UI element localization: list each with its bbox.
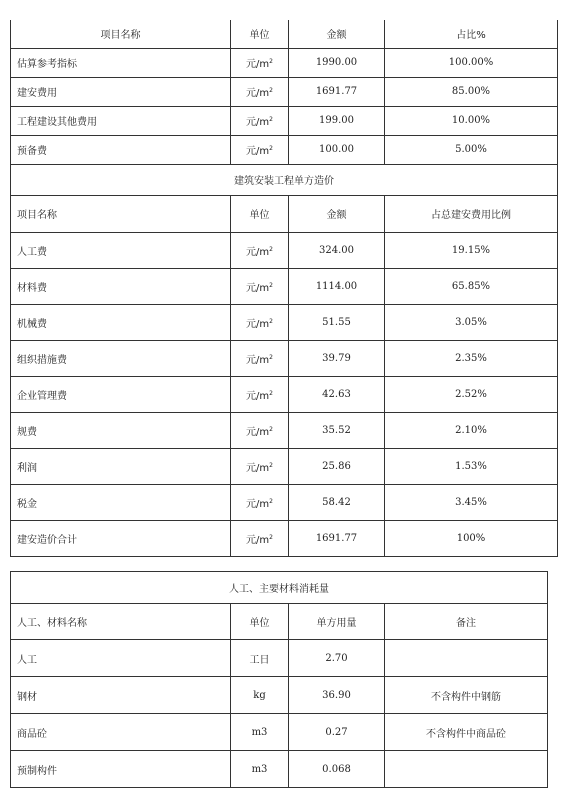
unit-text: 元/m — [246, 282, 270, 294]
unit-cell — [231, 484, 289, 520]
construction-header-row — [11, 195, 558, 232]
materials-row — [11, 677, 548, 714]
item-name: 利润 — [11, 448, 231, 484]
materials-header-cell: 备注 — [385, 604, 548, 640]
note-cell — [385, 751, 548, 788]
construction-row — [11, 304, 558, 340]
material-name: 钢材 — [11, 677, 231, 714]
item-name: 建安费用 — [11, 77, 231, 106]
unit-cell — [231, 268, 289, 304]
summary-header-cell: 占比% — [385, 20, 558, 48]
summary-header-cell: 金额 — [289, 20, 385, 48]
summary-header-row — [11, 20, 558, 48]
amount-cell: 25.86 — [289, 448, 385, 484]
amount-cell: 42.63 — [289, 376, 385, 412]
unit-cell — [231, 412, 289, 448]
note-cell: 不含构件中商品砼 — [385, 714, 548, 751]
unit-superscript: 2 — [269, 281, 273, 289]
materials-row — [11, 714, 548, 751]
percent-cell: 3.05% — [385, 304, 558, 340]
unit-superscript: 2 — [269, 58, 273, 65]
amount-cell: 1990.00 — [289, 48, 385, 77]
unit-text: 元/m — [246, 462, 270, 474]
unit-cell: 工日 — [231, 640, 289, 677]
construction-row — [11, 448, 558, 484]
unit-cell — [231, 48, 289, 77]
construction-row — [11, 232, 558, 268]
construction-title: 建筑安装工程单方造价 — [11, 164, 558, 195]
unit-cell — [231, 448, 289, 484]
unit-text: 元/m — [246, 146, 270, 157]
unit-text: 元/m — [246, 88, 270, 99]
percent-cell: 2.35% — [385, 340, 558, 376]
summary-header-cell: 单位 — [231, 20, 289, 48]
cost-estimate-table — [10, 20, 558, 557]
amount-cell: 199.00 — [289, 106, 385, 135]
unit-text: 元/m — [246, 426, 270, 438]
unit-text: 元/m — [246, 354, 270, 366]
item-name: 估算参考指标 — [11, 48, 231, 77]
unit-cell — [231, 340, 289, 376]
amount-cell: 39.79 — [289, 340, 385, 376]
unit-text: 元/m — [246, 246, 270, 258]
note-cell — [385, 640, 548, 677]
construction-header-cell: 金额 — [289, 195, 385, 232]
item-name: 工程建设其他费用 — [11, 106, 231, 135]
unit-superscript: 2 — [269, 317, 273, 325]
amount-cell: 1114.00 — [289, 268, 385, 304]
unit-text: 元/m — [246, 117, 270, 128]
unit-cell — [231, 232, 289, 268]
construction-row — [11, 268, 558, 304]
unit-cell — [231, 135, 289, 164]
unit-superscript: 2 — [269, 87, 273, 94]
percent-cell: 10.00% — [385, 106, 558, 135]
unit-superscript: 2 — [269, 389, 273, 397]
material-name: 预制构件 — [11, 751, 231, 788]
materials-header-row — [11, 604, 548, 640]
unit-text: 元/m — [246, 498, 270, 510]
material-consumption-table — [10, 571, 548, 788]
unit-cell — [231, 520, 289, 556]
amount-cell: 1691.77 — [289, 520, 385, 556]
materials-header-cell: 人工、材料名称 — [11, 604, 231, 640]
unit-cell — [231, 376, 289, 412]
material-name: 商品砼 — [11, 714, 231, 751]
percent-cell: 85.00% — [385, 77, 558, 106]
material-name: 人工 — [11, 640, 231, 677]
summary-row — [11, 48, 558, 77]
item-name: 建安造价合计 — [11, 520, 231, 556]
materials-title-row — [11, 572, 548, 604]
materials-header-cell: 单位 — [231, 604, 289, 640]
quantity-cell: 36.90 — [289, 677, 385, 714]
amount-cell: 100.00 — [289, 135, 385, 164]
percent-cell: 19.15% — [385, 232, 558, 268]
construction-row — [11, 484, 558, 520]
item-name: 材料费 — [11, 268, 231, 304]
percent-cell: 3.45% — [385, 484, 558, 520]
amount-cell: 35.52 — [289, 412, 385, 448]
quantity-cell: 2.70 — [289, 640, 385, 677]
quantity-cell: 0.27 — [289, 714, 385, 751]
construction-row — [11, 412, 558, 448]
construction-row — [11, 340, 558, 376]
unit-cell — [231, 106, 289, 135]
amount-cell: 1691.77 — [289, 77, 385, 106]
percent-cell: 100.00% — [385, 48, 558, 77]
amount-cell: 58.42 — [289, 484, 385, 520]
percent-cell: 2.10% — [385, 412, 558, 448]
percent-cell: 1.53% — [385, 448, 558, 484]
item-name: 预备费 — [11, 135, 231, 164]
materials-title: 人工、主要材料消耗量 — [11, 572, 548, 604]
materials-header-cell: 单方用量 — [289, 604, 385, 640]
item-name: 税金 — [11, 484, 231, 520]
percent-cell: 2.52% — [385, 376, 558, 412]
unit-superscript: 2 — [269, 116, 273, 123]
item-name: 组织措施费 — [11, 340, 231, 376]
unit-cell: kg — [231, 677, 289, 714]
unit-text: 元/m — [246, 390, 270, 402]
unit-superscript: 2 — [269, 145, 273, 152]
percent-cell: 65.85% — [385, 268, 558, 304]
construction-header-cell: 项目名称 — [11, 195, 231, 232]
quantity-cell: 0.068 — [289, 751, 385, 788]
unit-text: 元/m — [246, 318, 270, 330]
unit-superscript: 2 — [269, 461, 273, 469]
unit-superscript: 2 — [269, 353, 273, 361]
item-name: 企业管理费 — [11, 376, 231, 412]
summary-row — [11, 135, 558, 164]
unit-superscript: 2 — [269, 245, 273, 253]
construction-row — [11, 376, 558, 412]
percent-cell: 5.00% — [385, 135, 558, 164]
item-name: 人工费 — [11, 232, 231, 268]
construction-header-cell: 单位 — [231, 195, 289, 232]
percent-cell: 100% — [385, 520, 558, 556]
materials-row — [11, 640, 548, 677]
note-cell: 不含构件中钢筋 — [385, 677, 548, 714]
amount-cell: 51.55 — [289, 304, 385, 340]
summary-row — [11, 106, 558, 135]
item-name: 规费 — [11, 412, 231, 448]
unit-superscript: 2 — [269, 497, 273, 505]
unit-text: 元/m — [246, 59, 270, 70]
construction-title-row — [11, 164, 558, 195]
summary-header-cell: 项目名称 — [11, 20, 231, 48]
unit-superscript: 2 — [269, 425, 273, 433]
item-name: 机械费 — [11, 304, 231, 340]
construction-row — [11, 520, 558, 556]
construction-header-cell: 占总建安费用比例 — [385, 195, 558, 232]
amount-cell: 324.00 — [289, 232, 385, 268]
unit-cell — [231, 77, 289, 106]
unit-cell: m3 — [231, 751, 289, 788]
materials-row — [11, 751, 548, 788]
unit-text: 元/m — [246, 534, 270, 546]
unit-cell — [231, 304, 289, 340]
unit-superscript: 2 — [269, 533, 273, 541]
unit-cell: m3 — [231, 714, 289, 751]
summary-row — [11, 77, 558, 106]
